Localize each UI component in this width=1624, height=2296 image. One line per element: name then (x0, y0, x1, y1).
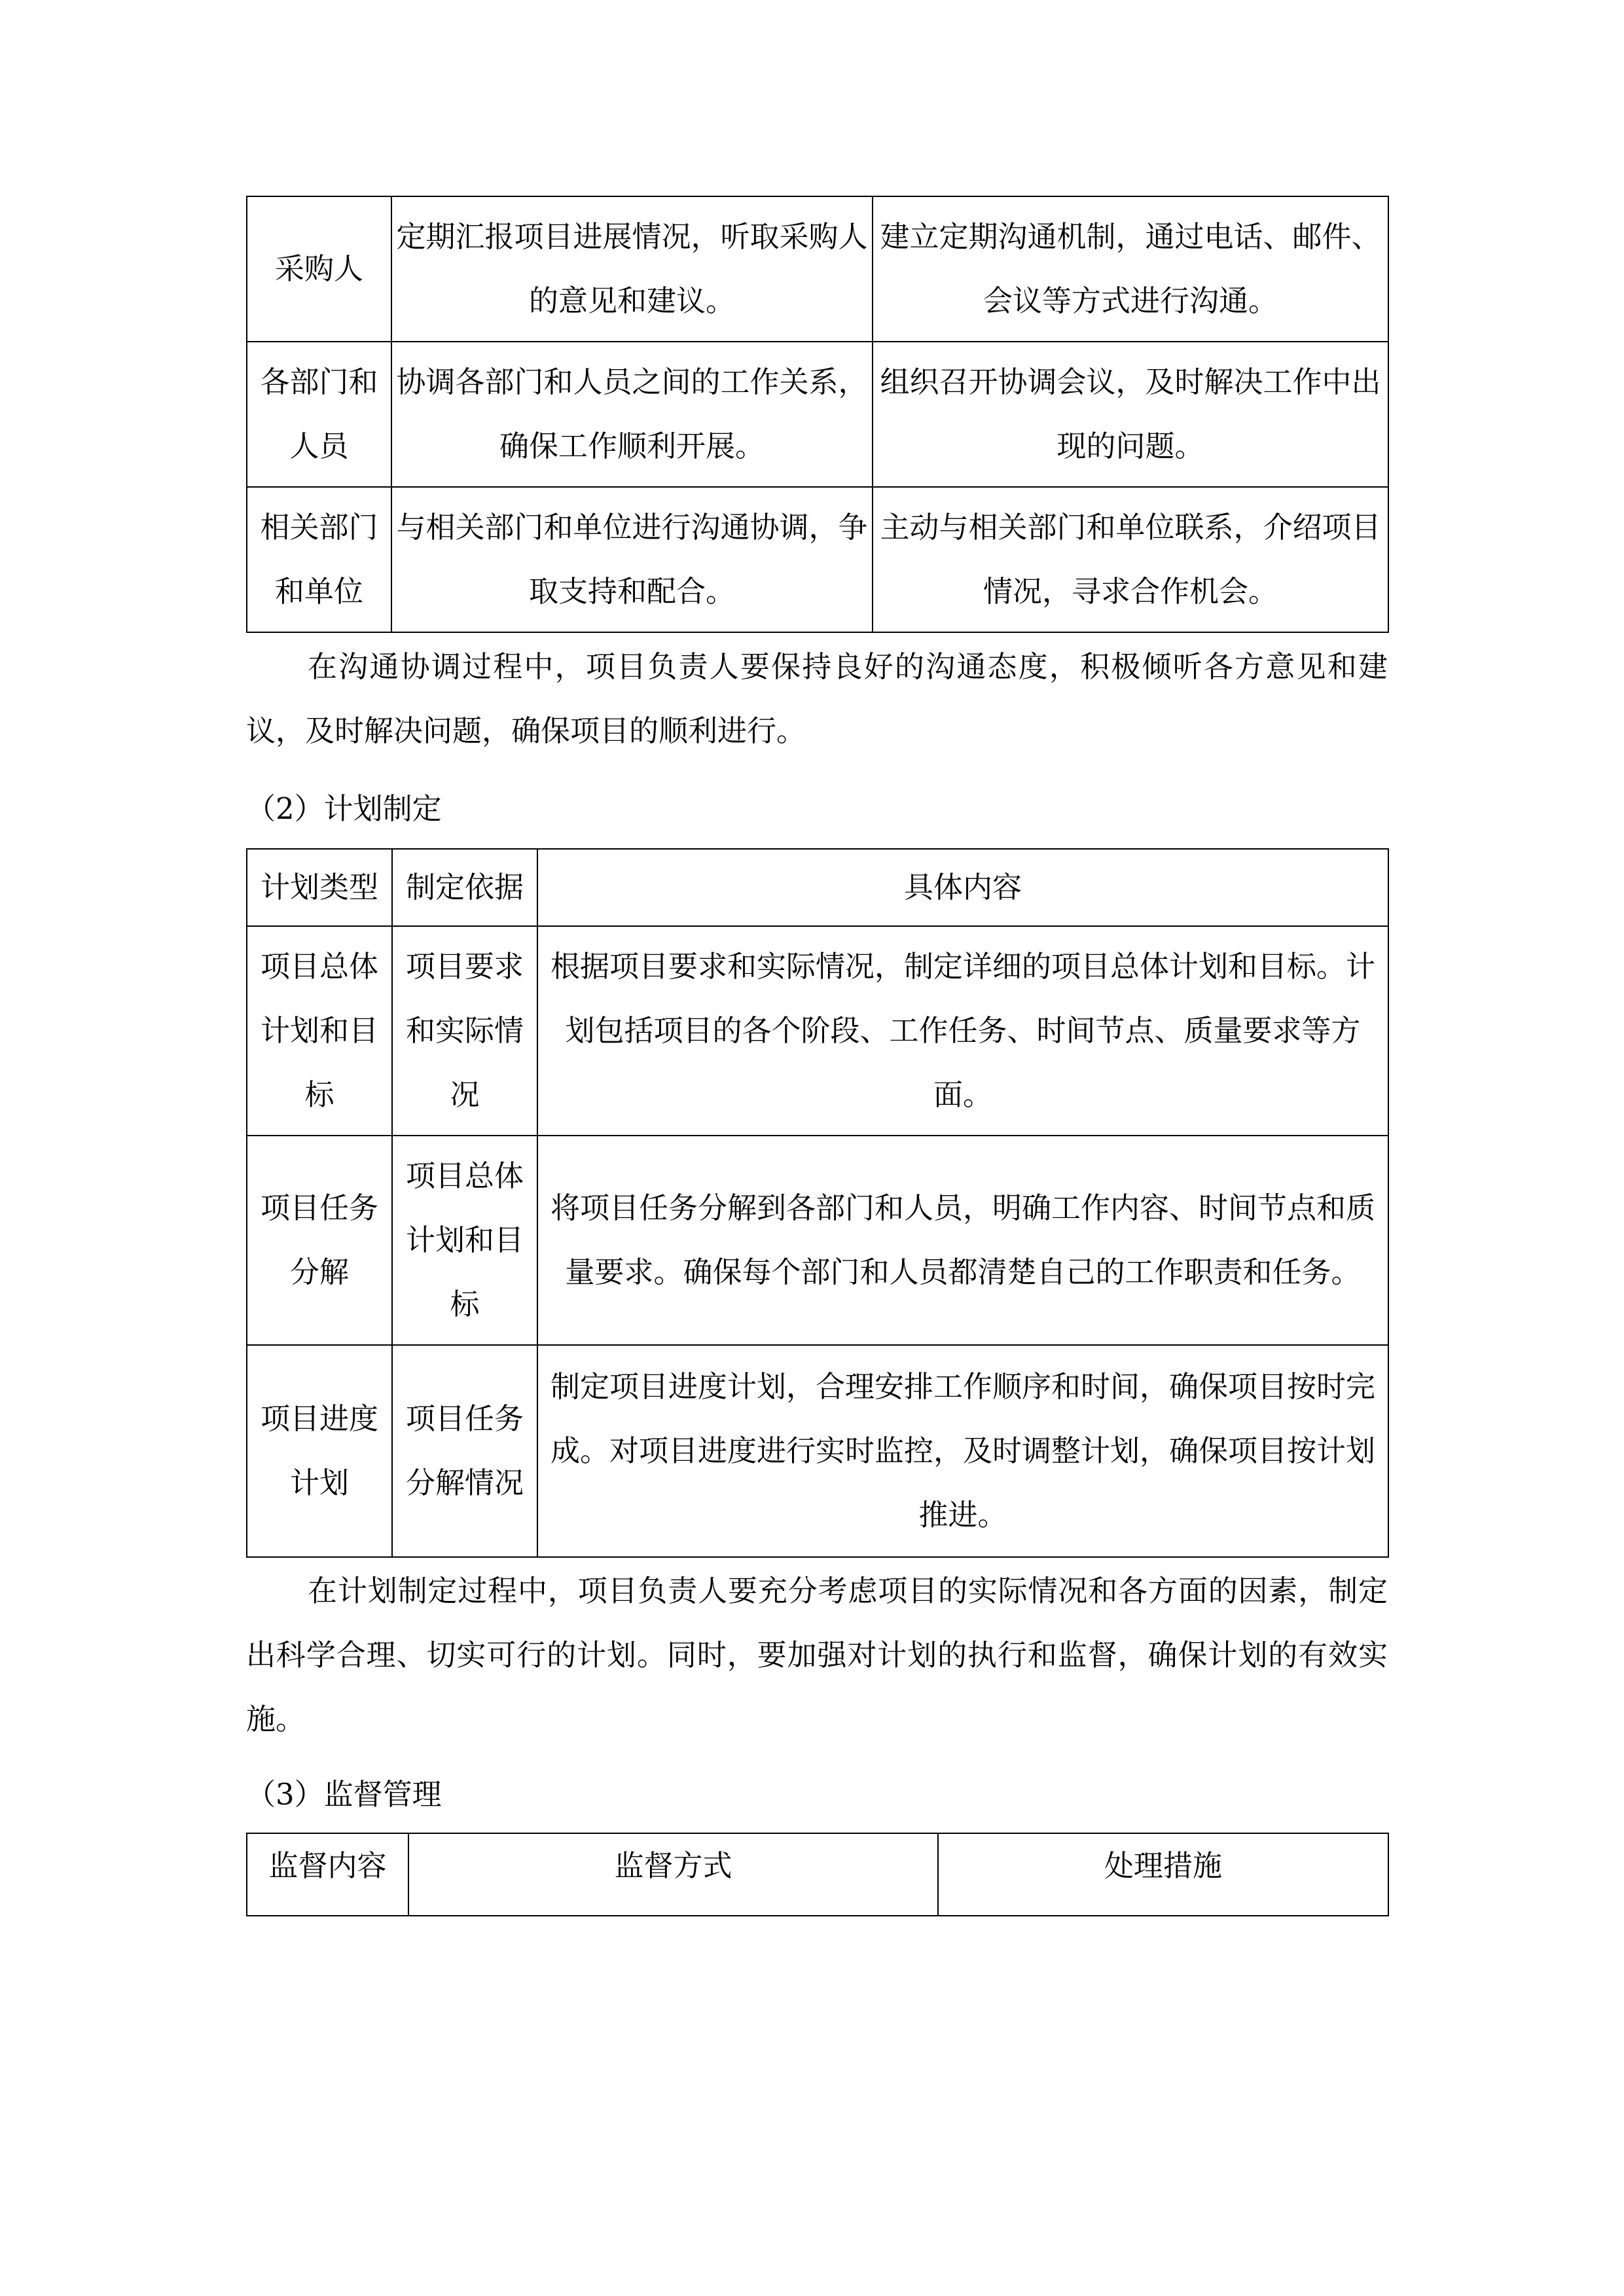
table-row (247, 1345, 1388, 1557)
table-cell: 建立定期沟通机制，通过电话、邮件、会议等方式进行沟通。 (873, 196, 1388, 342)
table-cell: 项目总体计划和目标 (392, 1136, 537, 1345)
table-cell: 协调各部门和人员之间的工作关系，确保工作顺利开展。 (391, 342, 873, 487)
column-header: 具体内容 (537, 849, 1388, 926)
supervision-table (246, 1833, 1389, 1916)
column-header: 制定依据 (392, 849, 537, 926)
column-header: 计划类型 (247, 849, 392, 926)
table-cell: 项目任务分解情况 (392, 1345, 537, 1557)
table-cell: 根据项目要求和实际情况，制定详细的项目总体计划和目标。计划包括项目的各个阶段、工作任务、时间节点、质量要求等方面。 (537, 926, 1388, 1136)
column-header: 监督方式 (408, 1833, 938, 1916)
table-cell: 定期汇报项目进展情况，听取采购人的意见和建议。 (391, 196, 873, 342)
table-cell: 项目总体计划和目标 (247, 926, 392, 1136)
table-header-row (247, 849, 1388, 926)
table-cell: 主动与相关部门和单位联系，介绍项目情况，寻求合作机会。 (873, 487, 1388, 632)
table-row (247, 342, 1388, 487)
table-cell: 相关部门和单位 (247, 487, 391, 632)
table-cell: 与相关部门和单位进行沟通协调，争取支持和配合。 (391, 487, 873, 632)
paragraph-plan: 在计划制定过程中，项目负责人要充分考虑项目的实际情况和各方面的因素，制定出科学合理、切实可行的计划。同时，要加强对计划的执行和监督，确保计划的有效实施。 (246, 1573, 1388, 1736)
table-cell: 组织召开协调会议，及时解决工作中出现的问题。 (873, 342, 1388, 487)
table-row (247, 1136, 1388, 1345)
column-header: 处理措施 (938, 1833, 1388, 1916)
table-cell: 采购人 (247, 196, 391, 342)
plan-table (246, 848, 1389, 1558)
table-cell: 项目要求和实际情况 (392, 926, 537, 1136)
column-header: 监督内容 (247, 1833, 408, 1916)
section-heading-plan: （2）计划制定 (246, 791, 442, 826)
table-row (247, 196, 1388, 342)
table-row (247, 926, 1388, 1136)
table-row (247, 487, 1388, 632)
table-cell: 制定项目进度计划，合理安排工作顺序和时间，确保项目按时完成。对项目进度进行实时监控，及时调整计划，确保项目按计划推进。 (537, 1345, 1388, 1557)
paragraph-communication: 在沟通协调过程中，项目负责人要保持良好的沟通态度，积极倾听各方意见和建议，及时解决问题，确保项目的顺利进行。 (246, 649, 1388, 748)
table-cell: 项目进度计划 (247, 1345, 392, 1557)
section-heading-supervision: （3）监督管理 (246, 1777, 442, 1812)
table-cell: 将项目任务分解到各部门和人员，明确工作内容、时间节点和质量要求。确保每个部门和人员都清楚自己的工作职责和任务。 (537, 1136, 1388, 1345)
communication-table (246, 196, 1389, 633)
table-cell: 各部门和人员 (247, 342, 391, 487)
table-header-row (247, 1833, 1388, 1916)
table-cell: 项目任务分解 (247, 1136, 392, 1345)
